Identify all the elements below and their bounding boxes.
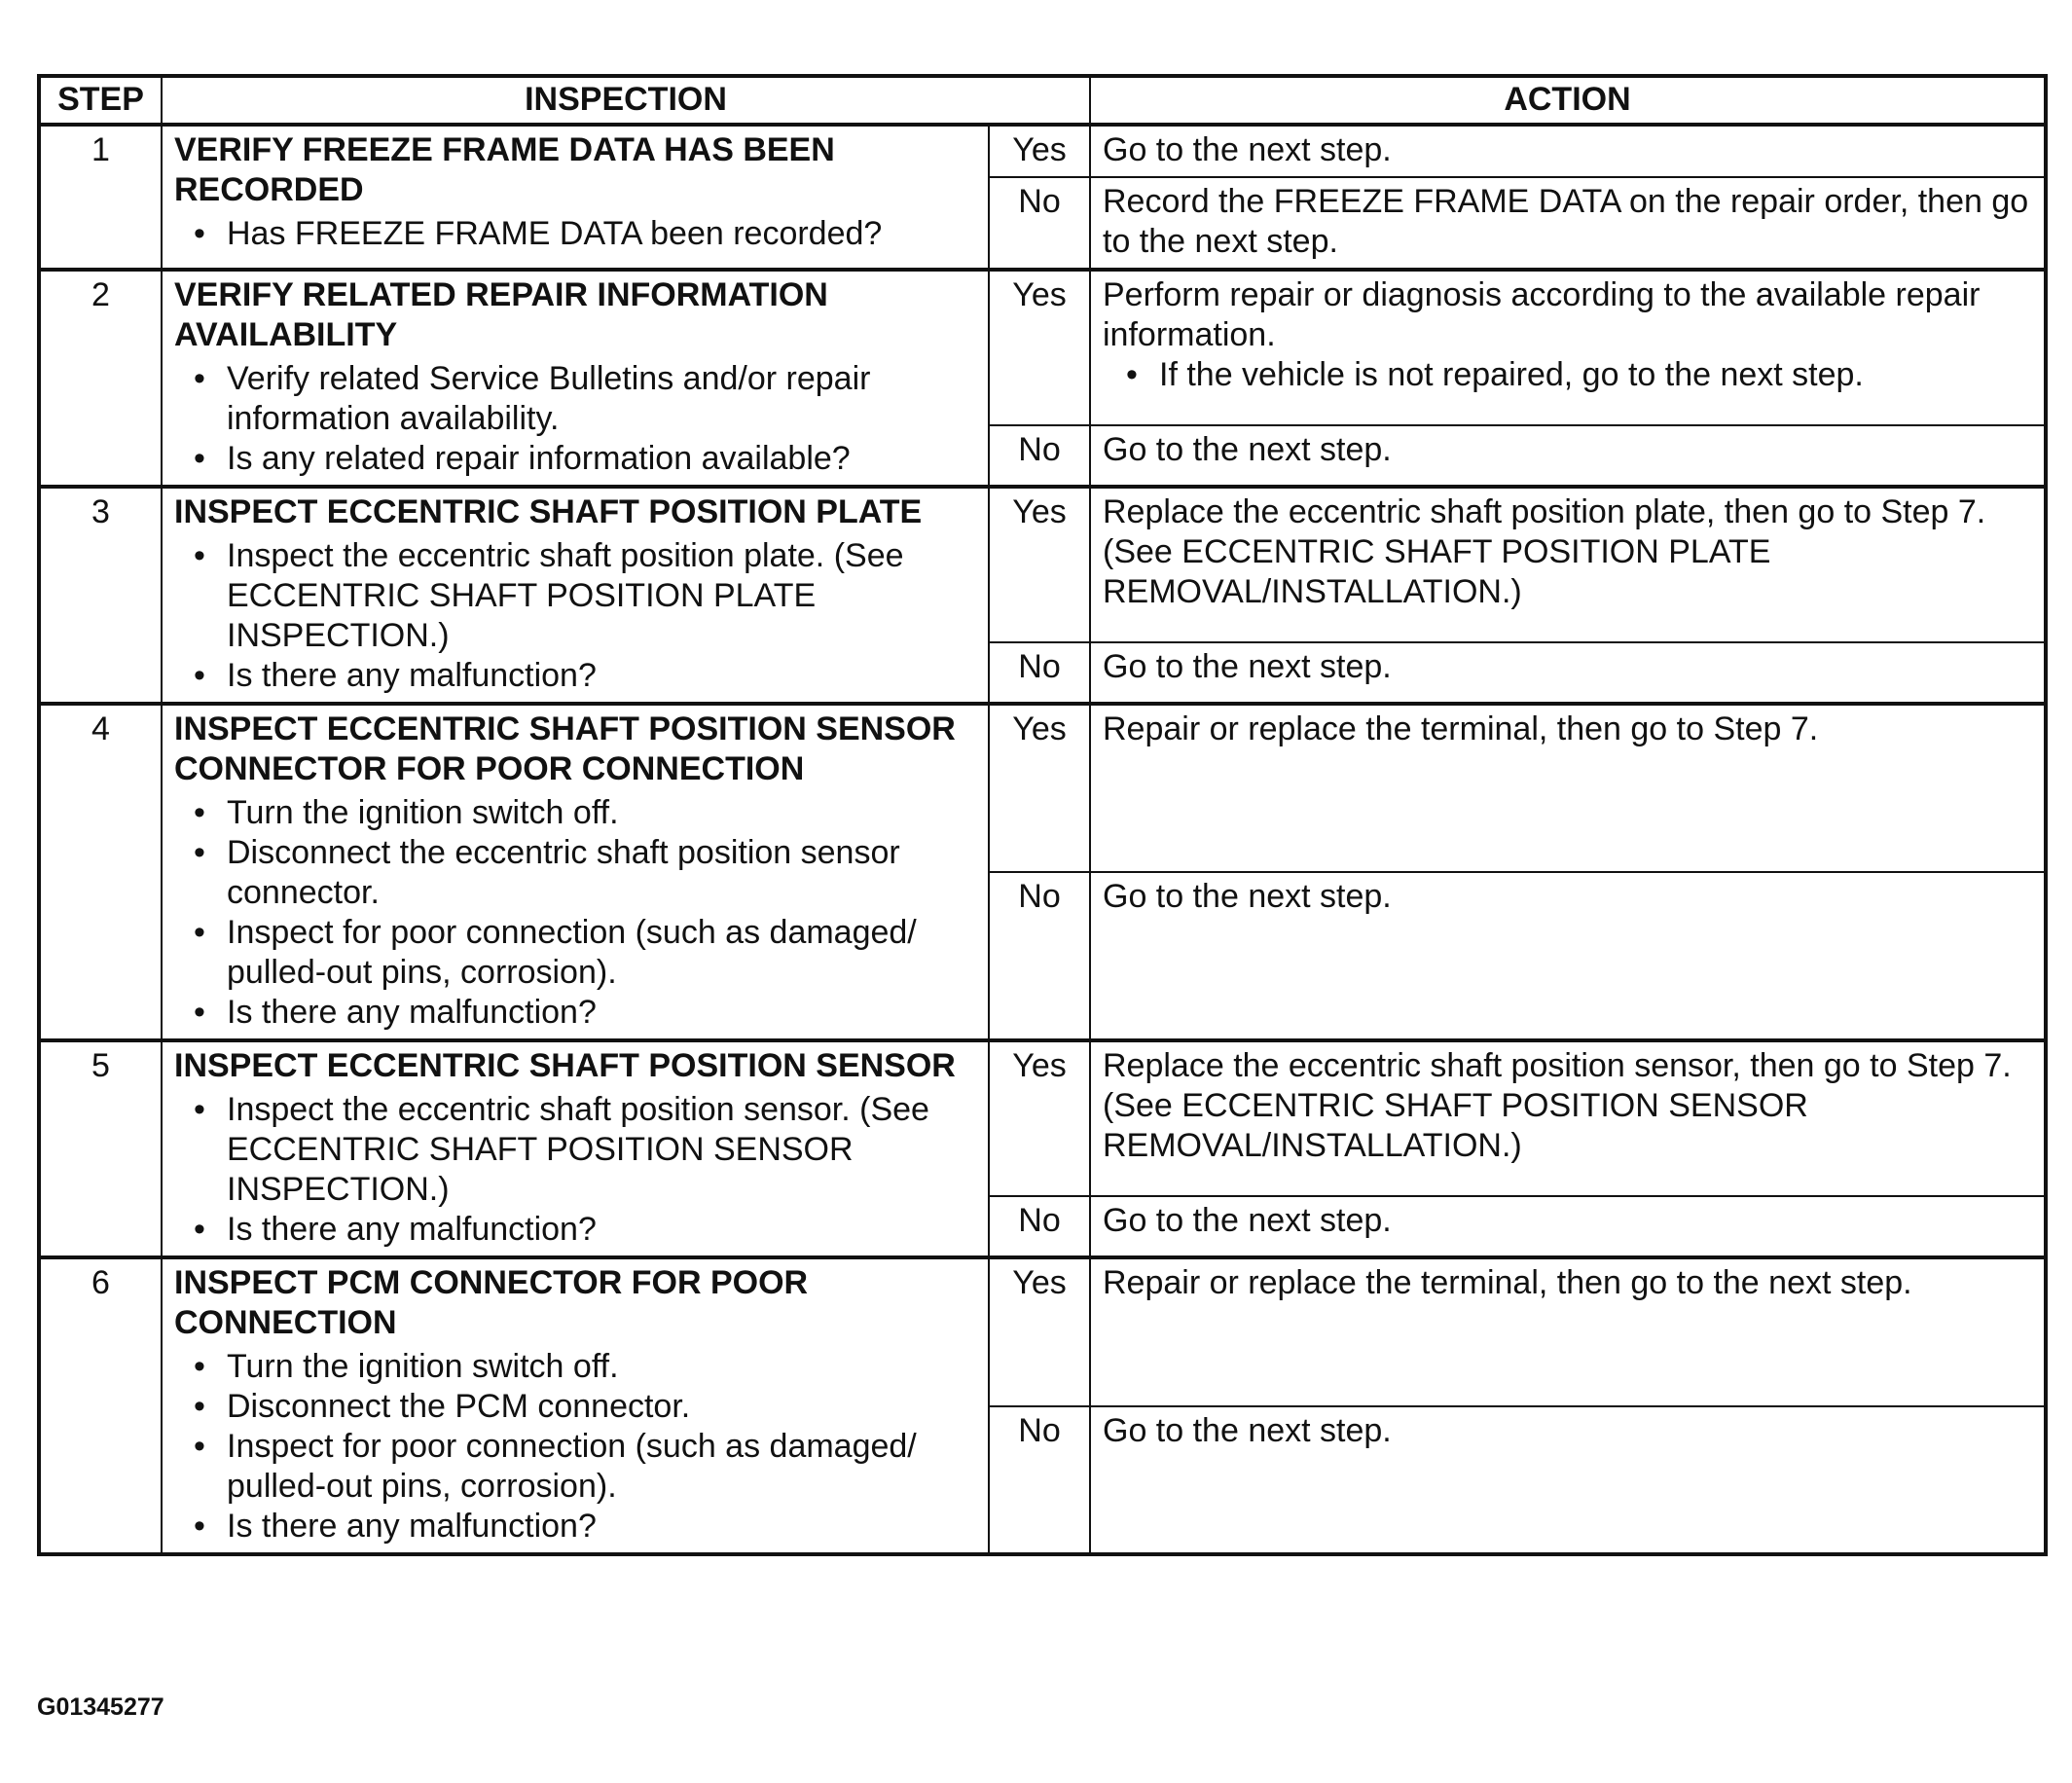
- inspection-bullet: • Has FREEZE FRAME DATA been recorded?: [227, 214, 976, 254]
- yes-label: Yes: [989, 704, 1090, 872]
- action-line: Go to the next step.: [1103, 430, 1392, 468]
- action-line: Go to the next step.: [1103, 1411, 1392, 1449]
- inspection-bullet: • Is any related repair information available?: [227, 439, 976, 479]
- inspection-bullet: • Disconnect the PCM connector.: [227, 1387, 976, 1427]
- figure-id: G01345277: [37, 1693, 164, 1721]
- yes-action: [1090, 1040, 2046, 1196]
- inspection-column-header: INSPECTION: [162, 76, 1090, 125]
- inspection-bullet-list: [174, 1347, 976, 1546]
- no-action: [1090, 1406, 2046, 1555]
- inspection-title: VERIFY RELATED REPAIR INFORMATION AVAILABILITY: [174, 276, 828, 353]
- inspection-bullet-list: [174, 793, 976, 1033]
- yes-label: Yes: [989, 1257, 1090, 1406]
- inspection-bullet-list: [174, 214, 976, 254]
- diagnostic-procedure-sheet: [37, 74, 2044, 1556]
- inspection-title: INSPECT PCM CONNECTOR FOR POOR CONNECTION: [174, 1264, 809, 1341]
- inspection-bullet: • Inspect the eccentric shaft position plate. (See ECCENTRIC SHAFT POSITION PLATE INSPECTION.): [227, 536, 976, 656]
- step-row-yes: [39, 270, 2046, 425]
- inspection-cell: [162, 270, 989, 487]
- inspection-bullet: • Is there any malfunction?: [227, 1210, 976, 1250]
- inspection-bullet: • Turn the ignition switch off.: [227, 793, 976, 833]
- inspection-bullet: • Inspect for poor connection (such as damaged/ pulled-out pins, corrosion).: [227, 913, 976, 993]
- diagnostic-table: [37, 74, 2048, 1556]
- inspection-bullet-list: [174, 536, 976, 696]
- yes-action: [1090, 1257, 2046, 1406]
- step-number: 5: [39, 1040, 162, 1257]
- yes-label: Yes: [989, 487, 1090, 642]
- yes-action: [1090, 270, 2046, 425]
- yes-label: Yes: [989, 1040, 1090, 1196]
- step-row-yes: [39, 487, 2046, 642]
- no-action: [1090, 642, 2046, 704]
- step-column-header: STEP: [39, 76, 162, 125]
- action-line: Go to the next step.: [1103, 647, 1392, 685]
- inspection-title: VERIFY FREEZE FRAME DATA HAS BEEN RECORDED: [174, 131, 835, 208]
- inspection-title: INSPECT ECCENTRIC SHAFT POSITION SENSOR CONNECTOR FOR POOR CONNECTION: [174, 710, 956, 787]
- yes-action: [1090, 125, 2046, 177]
- action-bullet: • If the vehicle is not repaired, go to the next step.: [1159, 355, 2032, 395]
- no-action: [1090, 425, 2046, 487]
- inspection-cell: [162, 1257, 989, 1554]
- inspection-title: INSPECT ECCENTRIC SHAFT POSITION PLATE: [174, 493, 923, 530]
- inspection-cell: [162, 704, 989, 1040]
- action-line: Record the FREEZE FRAME DATA on the repair order, then go to the next step.: [1103, 183, 2029, 260]
- step-number: 2: [39, 270, 162, 487]
- inspection-bullet: • Verify related Service Bulletins and/or repair information availability.: [227, 359, 976, 439]
- no-label: No: [989, 1196, 1090, 1257]
- step-row-yes: [39, 125, 2046, 177]
- step-number: 4: [39, 704, 162, 1040]
- no-label: No: [989, 425, 1090, 487]
- inspection-bullet: • Disconnect the eccentric shaft position sensor connector.: [227, 833, 976, 913]
- header-row: [39, 76, 2046, 125]
- inspection-title: INSPECT ECCENTRIC SHAFT POSITION SENSOR: [174, 1047, 956, 1084]
- yes-action: [1090, 487, 2046, 642]
- action-line: Go to the next step.: [1103, 878, 1392, 915]
- inspection-bullet: • Is there any malfunction?: [227, 1507, 976, 1546]
- step-number: 3: [39, 487, 162, 704]
- inspection-bullet: • Inspect the eccentric shaft position sensor. (See ECCENTRIC SHAFT POSITION SENSOR INSPECTION.): [227, 1090, 976, 1210]
- no-label: No: [989, 1406, 1090, 1555]
- no-label: No: [989, 177, 1090, 270]
- yes-label: Yes: [989, 270, 1090, 425]
- inspection-bullet: • Is there any malfunction?: [227, 656, 976, 696]
- action-line: Replace the eccentric shaft position sensor, then go to Step 7.: [1103, 1047, 2012, 1084]
- step-row-yes: [39, 1040, 2046, 1196]
- action-line: Perform repair or diagnosis according to the available repair information.: [1103, 276, 1981, 353]
- inspection-cell: [162, 1040, 989, 1257]
- inspection-cell: [162, 125, 989, 270]
- step-number: 1: [39, 125, 162, 270]
- no-action: [1090, 177, 2046, 270]
- action-line: Repair or replace the terminal, then go to the next step.: [1103, 1264, 1912, 1301]
- step-row-yes: [39, 1257, 2046, 1406]
- action-line: Go to the next step.: [1103, 1201, 1392, 1239]
- action-line: Repair or replace the terminal, then go to Step 7.: [1103, 710, 1819, 747]
- no-action: [1090, 872, 2046, 1040]
- action-bullet-list: [1103, 355, 2032, 395]
- step-number: 6: [39, 1257, 162, 1554]
- step-row-yes: [39, 704, 2046, 872]
- inspection-bullet: • Is there any malfunction?: [227, 993, 976, 1033]
- inspection-bullet-list: [174, 1090, 976, 1250]
- yes-action: [1090, 704, 2046, 872]
- action-line: Go to the next step.: [1103, 131, 1392, 168]
- no-action: [1090, 1196, 2046, 1257]
- inspection-cell: [162, 487, 989, 704]
- no-label: No: [989, 872, 1090, 1040]
- yes-label: Yes: [989, 125, 1090, 177]
- action-line: Replace the eccentric shaft position plate, then go to Step 7.: [1103, 493, 1986, 530]
- action-line: (See ECCENTRIC SHAFT POSITION SENSOR REMOVAL/INSTALLATION.): [1103, 1087, 1808, 1164]
- inspection-bullet: • Inspect for poor connection (such as damaged/ pulled-out pins, corrosion).: [227, 1427, 976, 1507]
- inspection-bullet-list: [174, 359, 976, 479]
- action-column-header: ACTION: [1090, 76, 2046, 125]
- no-label: No: [989, 642, 1090, 704]
- action-line: (See ECCENTRIC SHAFT POSITION PLATE REMOVAL/INSTALLATION.): [1103, 533, 1771, 610]
- inspection-bullet: • Turn the ignition switch off.: [227, 1347, 976, 1387]
